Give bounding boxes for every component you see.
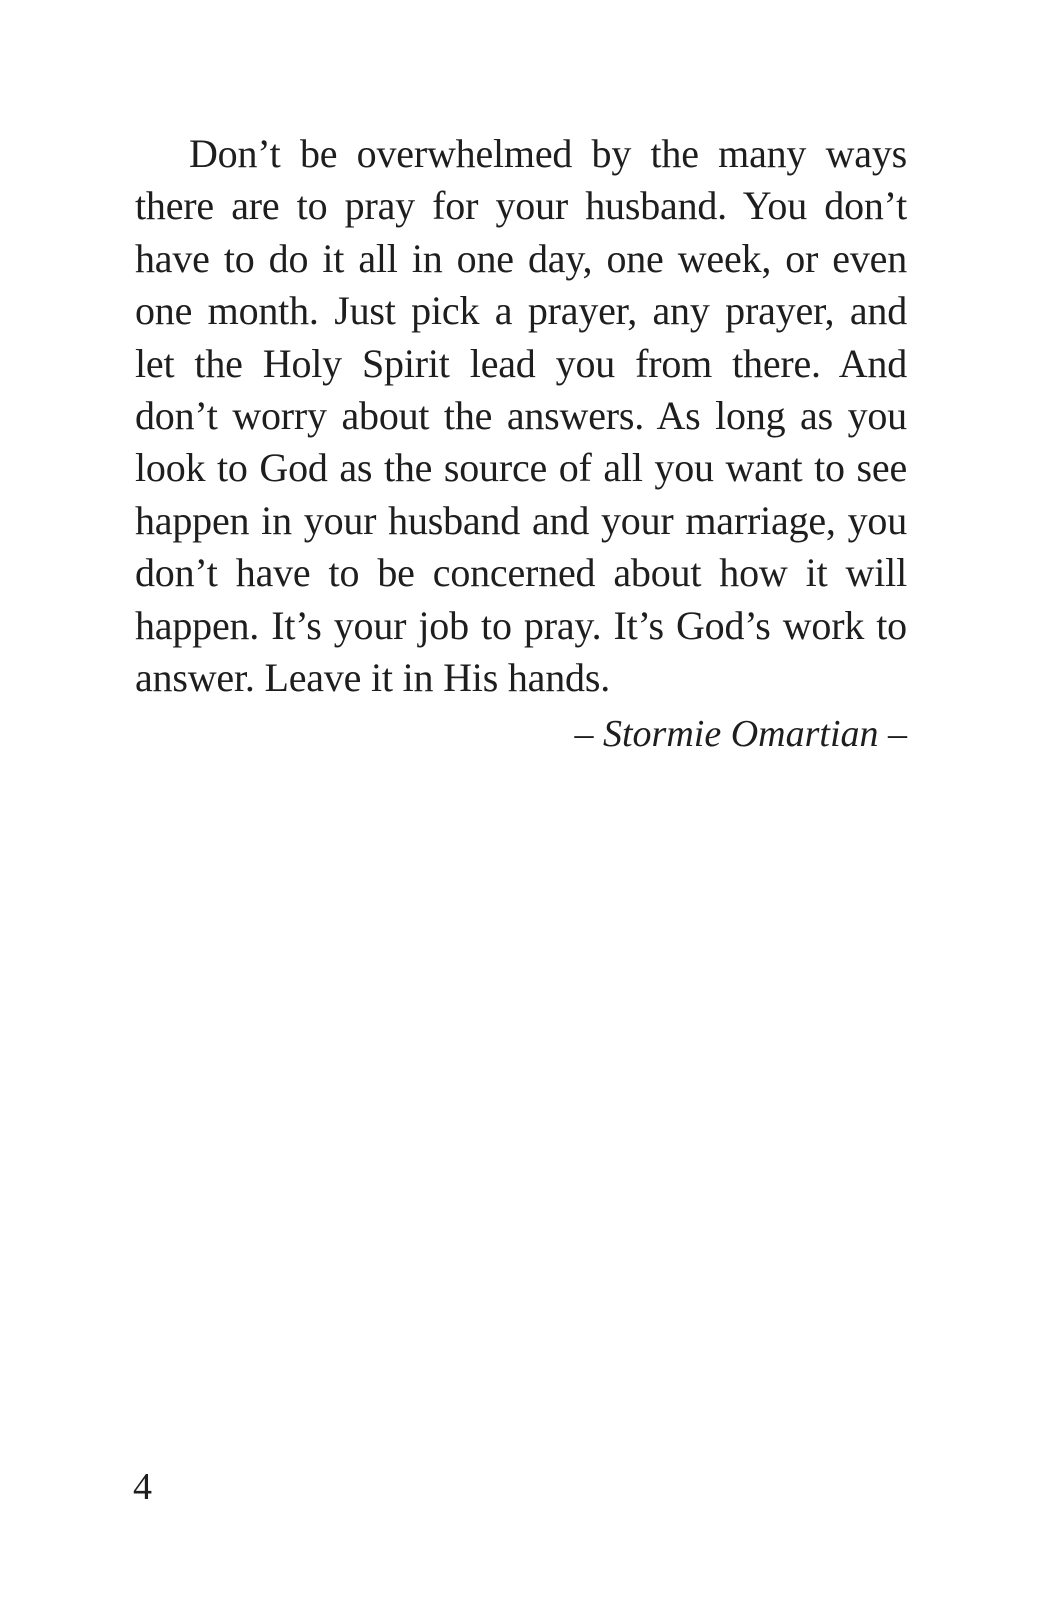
page-number: 4 (133, 1466, 152, 1508)
quote-attribution: – Stormie Omartian – (574, 713, 907, 756)
quote-text: Don’t be overwhelmed by the many ways there are to pray for your husband. You don’t have to do it all in one day, one week, or even one month. Just pick a prayer, any prayer, and let the Holy Spirit lead you from there. And don’t worry about the answers. As long as you look to God as the source of all you want to see happen in your husband and your marriage, you don’t have to be concerned about how it will happen. It’s your job to pray. It’s God’s work to answer. Leave it in His hands. (135, 131, 907, 701)
quote-block (135, 128, 907, 760)
